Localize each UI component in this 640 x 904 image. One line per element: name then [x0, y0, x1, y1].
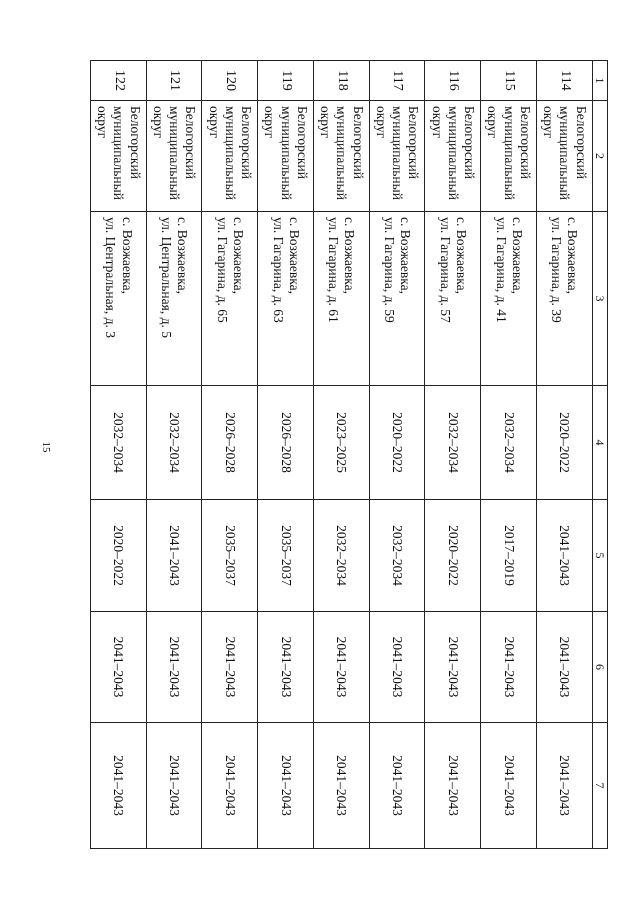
- period-cell-c7: 2041–2043: [425, 723, 481, 849]
- period-cell-c4: 2026–2028: [202, 386, 258, 500]
- municipality-line: округ: [95, 106, 111, 139]
- table-row: [481, 61, 537, 849]
- period-cell-c4: 2026–2028: [258, 386, 314, 500]
- municipality-line: муниципальный: [111, 106, 127, 200]
- table-row: [258, 61, 314, 849]
- address-line: с. Возжаевка,: [286, 217, 302, 294]
- period-cell-c4: 2032–2034: [146, 386, 202, 500]
- table-row: [369, 61, 425, 849]
- address-line: с. Возжаевка,: [342, 217, 358, 294]
- period-cell-c6: 2041–2043: [146, 612, 202, 723]
- municipality-cell: [536, 101, 592, 212]
- column-number: 2: [592, 101, 607, 212]
- address-cell: [481, 212, 537, 386]
- address-cell: [425, 212, 481, 386]
- address-line: ул. Гагарина, д. 61: [326, 217, 342, 323]
- row-number-cell: 115: [481, 61, 537, 101]
- address-line: с. Возжаевка,: [175, 217, 191, 294]
- municipality-line: Белогорский: [239, 106, 255, 179]
- period-cell-c5: 2032–2034: [369, 500, 425, 612]
- column-number: 1: [592, 61, 607, 101]
- period-cell-c6: 2041–2043: [425, 612, 481, 723]
- period-cell-c6: 2041–2043: [536, 612, 592, 723]
- data-table: [90, 60, 608, 849]
- period-cell-c7: 2041–2043: [481, 723, 537, 849]
- row-number-cell: 118: [313, 61, 369, 101]
- municipality-line: округ: [429, 106, 445, 139]
- municipality-cell: [369, 101, 425, 212]
- address-line: с. Возжаевка,: [509, 217, 525, 294]
- period-cell-c5: 2041–2043: [536, 500, 592, 612]
- address-line: ул. Гагарина, д. 41: [493, 217, 509, 323]
- period-cell-c5: 2017–2019: [481, 500, 537, 612]
- period-cell-c4: 2032–2034: [425, 386, 481, 500]
- row-number-cell: 121: [146, 61, 202, 101]
- column-number: 6: [592, 612, 607, 723]
- period-cell-c5: 2020–2022: [91, 500, 147, 612]
- address-line: ул. Гагарина, д. 63: [270, 217, 286, 323]
- period-cell-c5: 2035–2037: [202, 500, 258, 612]
- address-cell: [369, 212, 425, 386]
- row-number-cell: 117: [369, 61, 425, 101]
- period-cell-c4: 2032–2034: [91, 386, 147, 500]
- municipality-line: муниципальный: [222, 106, 238, 200]
- municipality-line: Белогорский: [406, 106, 422, 179]
- row-number-cell: 119: [258, 61, 314, 101]
- period-cell-c7: 2041–2043: [258, 723, 314, 849]
- municipality-cell: [481, 101, 537, 212]
- address-cell: [202, 212, 258, 386]
- row-number-cell: 114: [536, 61, 592, 101]
- municipality-line: округ: [318, 106, 334, 139]
- municipality-line: Белогорский: [462, 106, 478, 179]
- address-line: ул. Гагарина, д. 39: [549, 217, 565, 323]
- address-line: ул. Гагарина, д. 65: [214, 217, 230, 323]
- period-cell-c6: 2041–2043: [313, 612, 369, 723]
- period-cell-c5: 2041–2043: [146, 500, 202, 612]
- period-cell-c5: 2035–2037: [258, 500, 314, 612]
- column-number: 7: [592, 723, 607, 849]
- municipality-line: муниципальный: [501, 106, 517, 200]
- municipality-line: Белогорский: [517, 106, 533, 179]
- municipality-line: Белогорский: [350, 106, 366, 179]
- column-number-row: [592, 61, 607, 849]
- period-cell-c4: 2032–2034: [481, 386, 537, 500]
- table-row: [536, 61, 592, 849]
- municipality-line: округ: [151, 106, 167, 139]
- municipality-line: муниципальный: [390, 106, 406, 200]
- address-line: ул. Гагарина, д. 57: [437, 217, 453, 323]
- municipality-cell: [258, 101, 314, 212]
- municipality-line: округ: [485, 106, 501, 139]
- municipality-line: муниципальный: [557, 106, 573, 200]
- municipality-line: округ: [541, 106, 557, 139]
- municipality-line: Белогорский: [183, 106, 199, 179]
- table-row: [425, 61, 481, 849]
- period-cell-c6: 2041–2043: [258, 612, 314, 723]
- row-number-cell: 116: [425, 61, 481, 101]
- table-row: [202, 61, 258, 849]
- period-cell-c4: 2023–2025: [313, 386, 369, 500]
- period-cell-c6: 2041–2043: [369, 612, 425, 723]
- municipality-line: муниципальный: [278, 106, 294, 200]
- period-cell-c6: 2041–2043: [202, 612, 258, 723]
- period-cell-c7: 2041–2043: [313, 723, 369, 849]
- page-number: 15: [40, 441, 52, 453]
- table-container: [90, 60, 608, 848]
- address-cell: [313, 212, 369, 386]
- address-line: с. Возжаевка,: [453, 217, 469, 294]
- period-cell-c7: 2041–2043: [91, 723, 147, 849]
- address-line: ул. Центральная, д. 5: [159, 217, 175, 338]
- period-cell-c7: 2041–2043: [202, 723, 258, 849]
- table-row: [91, 61, 147, 849]
- row-number-cell: 122: [91, 61, 147, 101]
- address-cell: [146, 212, 202, 386]
- municipality-line: муниципальный: [167, 106, 183, 200]
- table-row: [146, 61, 202, 849]
- municipality-line: муниципальный: [445, 106, 461, 200]
- municipality-line: Белогорский: [294, 106, 310, 179]
- period-cell-c4: 2020–2022: [536, 386, 592, 500]
- table-body: [91, 61, 593, 849]
- municipality-cell: [202, 101, 258, 212]
- period-cell-c7: 2041–2043: [146, 723, 202, 849]
- municipality-cell: [313, 101, 369, 212]
- municipality-cell: [91, 101, 147, 212]
- municipality-line: округ: [373, 106, 389, 139]
- period-cell-c7: 2041–2043: [536, 723, 592, 849]
- municipality-line: Белогорский: [127, 106, 143, 179]
- address-line: с. Возжаевка,: [119, 217, 135, 294]
- address-line: с. Возжаевка,: [231, 217, 247, 294]
- table-row: [313, 61, 369, 849]
- municipality-line: муниципальный: [334, 106, 350, 200]
- period-cell-c5: 2032–2034: [313, 500, 369, 612]
- column-number: 5: [592, 500, 607, 612]
- address-line: ул. Гагарина, д. 59: [382, 217, 398, 323]
- column-number: 4: [592, 386, 607, 500]
- column-number: 3: [592, 212, 607, 386]
- address-line: ул. Центральная, д. 3: [103, 217, 119, 338]
- municipality-line: округ: [206, 106, 222, 139]
- municipality-line: округ: [262, 106, 278, 139]
- address-cell: [91, 212, 147, 386]
- municipality-line: Белогорский: [573, 106, 589, 179]
- municipality-cell: [146, 101, 202, 212]
- address-line: с. Возжаевка,: [398, 217, 414, 294]
- municipality-cell: [425, 101, 481, 212]
- period-cell-c5: 2020–2022: [425, 500, 481, 612]
- period-cell-c6: 2041–2043: [481, 612, 537, 723]
- period-cell-c6: 2041–2043: [91, 612, 147, 723]
- address-line: с. Возжаевка,: [565, 217, 581, 294]
- row-number-cell: 120: [202, 61, 258, 101]
- address-cell: [536, 212, 592, 386]
- address-cell: [258, 212, 314, 386]
- period-cell-c4: 2020–2022: [369, 386, 425, 500]
- period-cell-c7: 2041–2043: [369, 723, 425, 849]
